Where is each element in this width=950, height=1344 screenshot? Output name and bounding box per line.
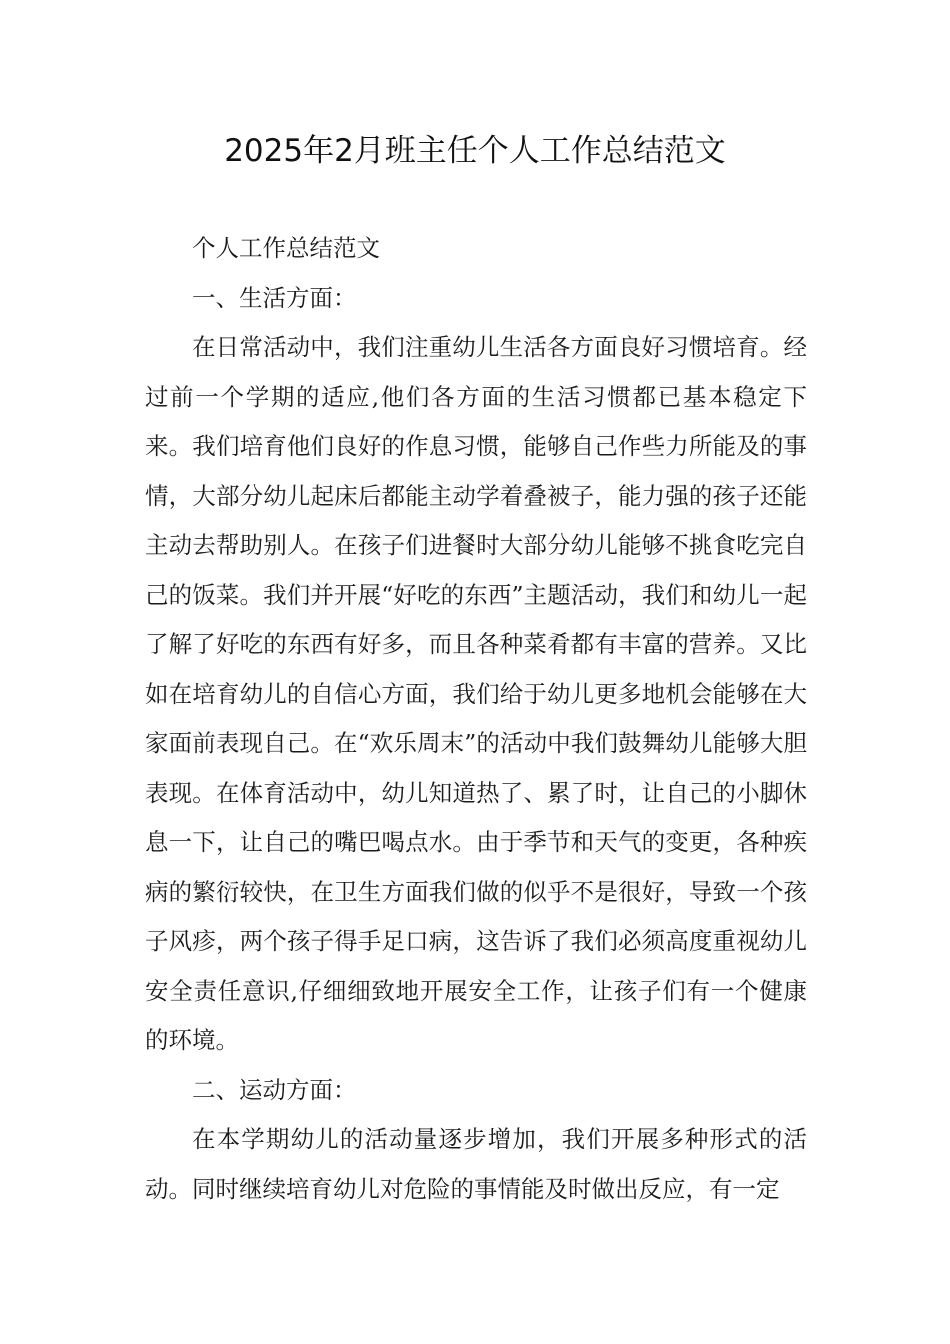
- document-title: 2025年2月班主任个人工作总结范文: [224, 133, 726, 169]
- document-body: [145, 224, 807, 1214]
- section-heading: 个人工作总结范文: [192, 234, 380, 262]
- section-heading: 一、生活方面：: [192, 283, 357, 312]
- body-paragraph: 在日常活动中，我们注重幼儿生活各方面良好习惯培育。经过前一个学期的适应,他们各方面的生活习惯都已基本稳定下来。我们培育他们良好的作息习惯，能够自己作些力所能及的事情，大部分幼儿起床后都能主动学着叠被子，能力强的孩子还能主动去帮助别人。在孩子们进餐时大部分幼儿能够不挑食吃完自己的饭菜。我们并开展“好吃的东西”主题活动，我们和幼儿一起了解了好吃的东西有好多，而且各种菜肴都有丰富的营养。又比如在培育幼儿的自信心方面，我们给于幼儿更多地机会能够在大家面前表现自己。在“欢乐周末”的活动中我们鼓舞幼儿能够大胆表现。在体育活动中，幼儿知道热了、累了时，让自己的小脚休息一下，让自己的嘴巴喝点水。由于季节和天气的变更，各种疾病的繁衍较快，在卫生方面我们做的似乎不是很好，导致一个孩子风疹，两个孩子得手足口病，这告诉了我们必须高度重视幼儿安全责任意识,仔细细致地开展安全工作，让孩子们有一个健康的环境。: [145, 333, 807, 1054]
- body-paragraph: 在本学期幼儿的活动量逐步增加，我们开展多种形式的活动。同时继续培育幼儿对危险的事情能及时做出反应，有一定: [145, 1125, 807, 1203]
- section-heading: 二、运动方面：: [192, 1075, 357, 1104]
